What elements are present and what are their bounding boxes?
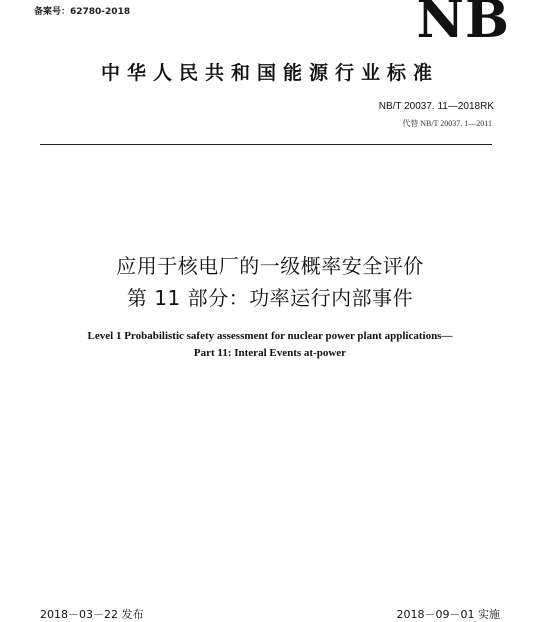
org-title: 中华人民共和国能源行业标准 [100, 62, 439, 84]
issue-date: 2018－03－22 发布 [40, 608, 144, 621]
filing-number: 备案号：62780-2018 [34, 7, 131, 17]
header-divider [40, 144, 492, 145]
title-cn-line2: 第 11 部分：功率运行内部事件 [126, 286, 414, 310]
effective-date: 2018－09－01 实施 [396, 608, 500, 621]
replaces-note: 代替 NB/T 20037. 1—2011 [402, 119, 492, 128]
title-cn-line1: 应用于核电厂的一级概率安全评价 [116, 254, 424, 278]
title-en-line2: Part 11: Interal Events at-power [193, 347, 347, 359]
nb-logo: NB [416, 0, 510, 50]
title-en-line1: Level 1 Probabilistic safety assessment for nuclear power plant applications— [87, 330, 453, 342]
standard-code: NB/T 20037. 11—2018RK [378, 101, 494, 112]
